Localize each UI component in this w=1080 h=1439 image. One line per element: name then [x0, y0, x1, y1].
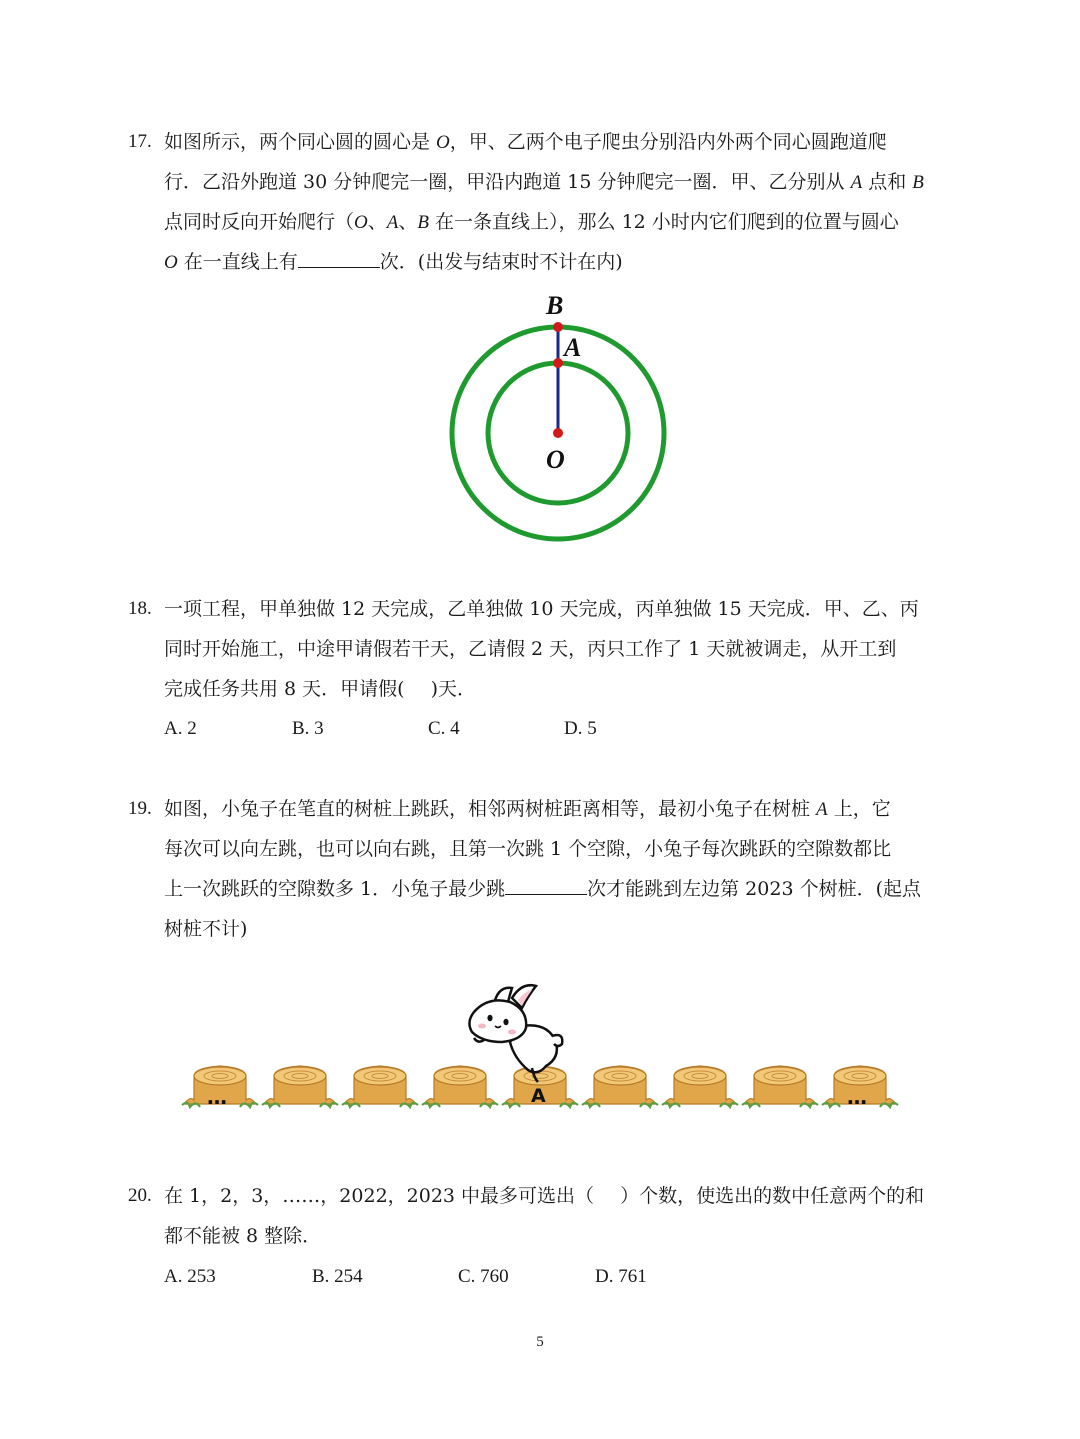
tree-stump — [582, 1066, 658, 1107]
question-number: 20. — [128, 1185, 152, 1206]
question-text-line: 上一次跳跃的空隙数多 1．小兔子最少跳 次才能跳到左边第 2023 个树桩．(起点 — [164, 869, 921, 909]
question-text-line: 每次可以向左跳，也可以向右跳，且第一次跳 1 个空隙，小兔子每次跳跃的空隙数都比 — [164, 838, 892, 860]
question-number: 18. — [128, 598, 152, 619]
ellipsis-right: … — [847, 1085, 867, 1109]
label-b: B — [546, 291, 564, 320]
point-o — [553, 428, 563, 438]
point-a — [553, 358, 563, 368]
question-text-line: 如图所示，两个同心圆的圆心是 O，甲、乙两个电子爬虫分别沿内外两个同心圆跑道爬 — [164, 131, 887, 153]
answer-blank[interactable] — [298, 245, 380, 268]
question-text-line: 同时开始施工，中途甲请假若干天，乙请假 2 天，丙只工作了 1 天就被调走，从开工到 — [164, 638, 897, 660]
page-number: 5 — [536, 1334, 544, 1350]
question-text-line: 都不能被 8 整除． — [164, 1225, 322, 1247]
question-text-line: 如图，小兔子在笔直的树桩上跳跃，相邻两树桩距离相等，最初小兔子在树桩 A 上，它 — [164, 798, 891, 820]
question-text-line: 树桩不计) — [164, 918, 248, 940]
option-b[interactable]: B. 254 — [312, 1266, 363, 1287]
option-c[interactable]: C. 4 — [428, 718, 460, 739]
option-d[interactable]: D. 761 — [595, 1266, 647, 1287]
tree-stump — [262, 1066, 338, 1107]
option-a[interactable]: A. 253 — [164, 1266, 216, 1287]
question-text-line: 点同时反向开始爬行（O、A、B 在一条直线上），那么 12 小时内它们爬到的位置与圆心 — [164, 211, 899, 233]
label-o: O — [546, 445, 565, 474]
answer-blank[interactable] — [505, 872, 587, 895]
ellipsis-left: … — [207, 1085, 227, 1109]
question-number: 17. — [128, 131, 152, 152]
option-c[interactable]: C. 760 — [458, 1266, 509, 1287]
tree-stump — [742, 1066, 818, 1107]
rabbit-stumps-figure — [176, 978, 900, 1124]
option-b[interactable]: B. 3 — [292, 718, 324, 739]
option-a[interactable]: A. 2 — [164, 718, 197, 739]
tree-stump — [662, 1066, 738, 1107]
tree-stump — [342, 1066, 418, 1107]
question-text-line: 完成任务共用 8 天．甲请假( )天． — [164, 678, 477, 700]
label-stump-a: A — [531, 1085, 546, 1107]
question-text-line: 在 1，2，3，……，2022，2023 中最多可选出（ ）个数，使选出的数中任意两个的和 — [164, 1185, 925, 1207]
tree-stump — [422, 1066, 498, 1107]
question-text-line: O 在一直线上有 次．(出发与结束时不计在内) — [164, 242, 623, 282]
option-d[interactable]: D. 5 — [564, 718, 597, 739]
concentric-circles-figure — [440, 288, 680, 548]
label-a: A — [564, 333, 582, 362]
question-text-line: 行．乙沿外跑道 30 分钟爬完一圈，甲沿内跑道 15 分钟爬完一圈．甲、乙分别从 A 点和 B — [164, 171, 924, 193]
point-b — [553, 322, 563, 332]
question-text-line: 一项工程，甲单独做 12 天完成，乙单独做 10 天完成，丙单独做 15 天完成．甲、乙、丙 — [164, 598, 919, 620]
question-number: 19. — [128, 798, 152, 819]
